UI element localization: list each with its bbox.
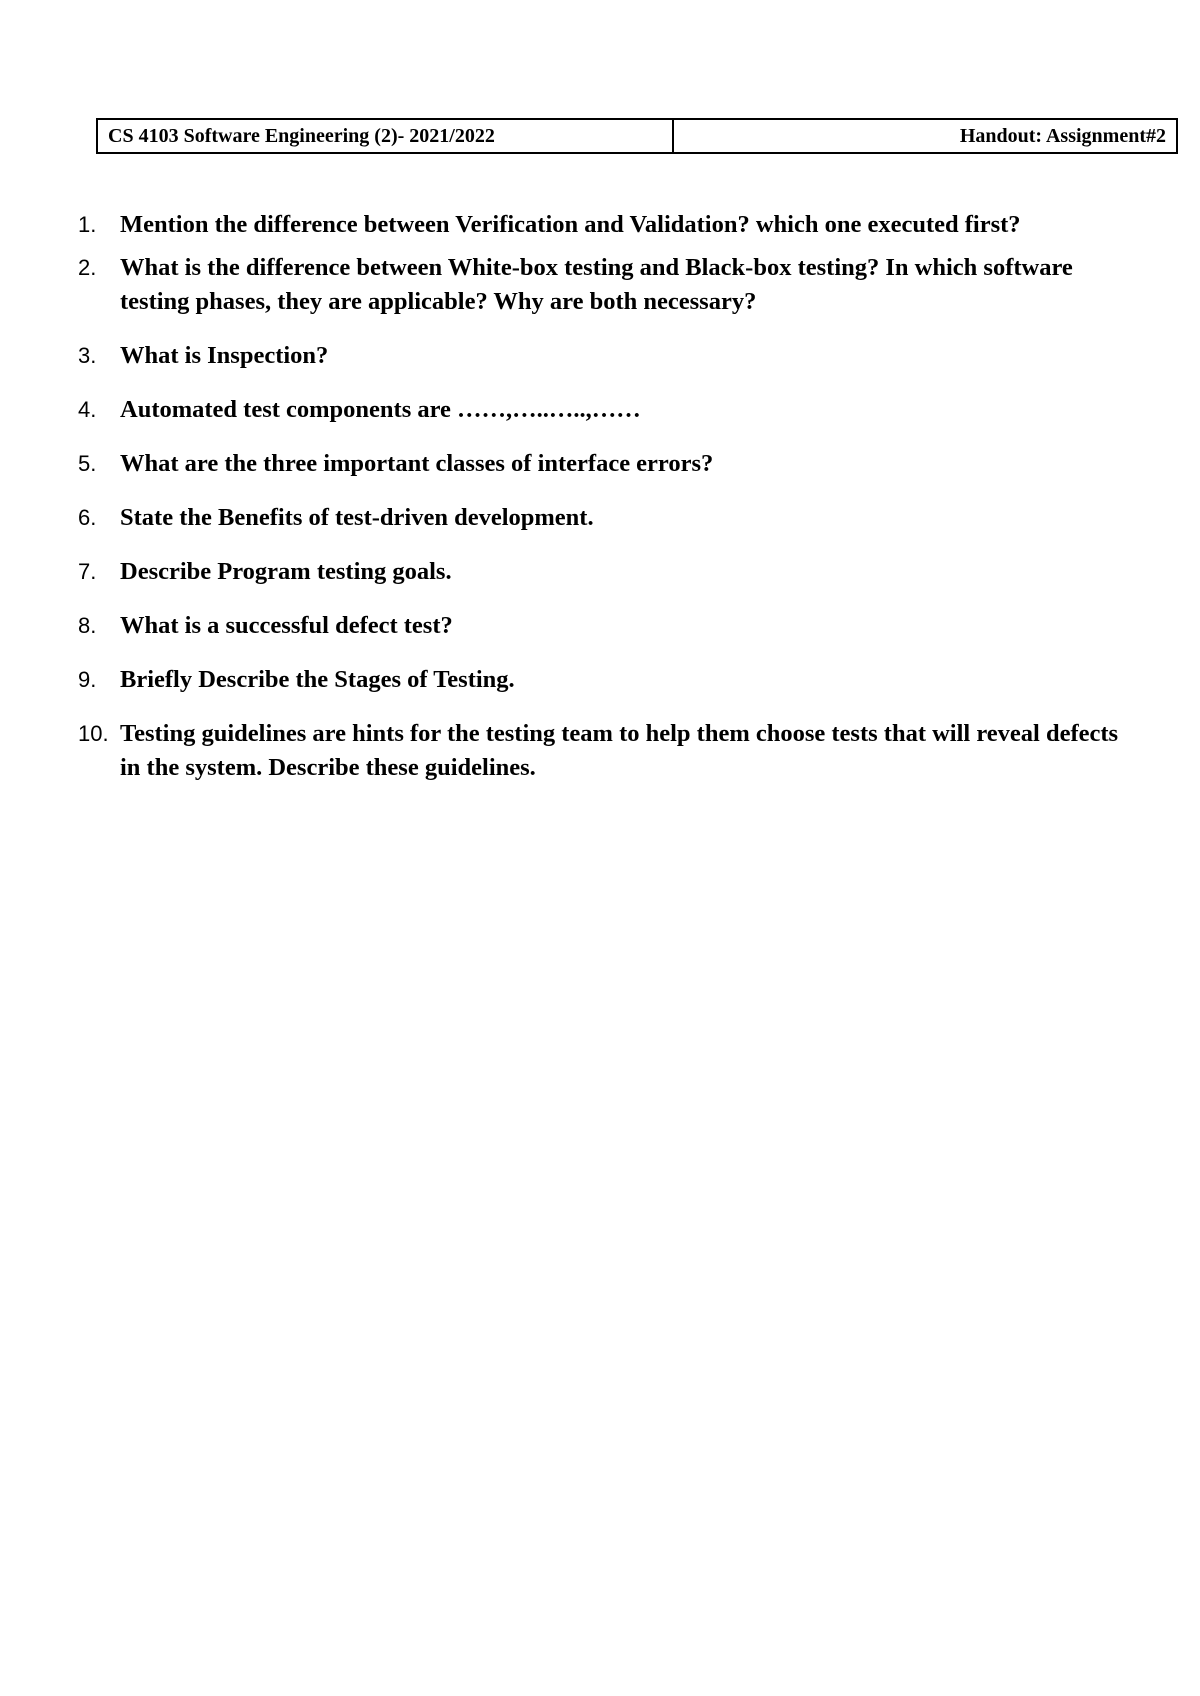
question-number: 6. xyxy=(78,505,97,530)
question-item xyxy=(78,208,1128,242)
question-number: 3. xyxy=(78,343,97,368)
question-item xyxy=(78,251,1128,319)
question-number: 5. xyxy=(78,451,97,476)
question-item xyxy=(78,447,1128,481)
question-number: 8. xyxy=(78,613,97,638)
question-item xyxy=(78,555,1128,589)
question-text: Briefly Describe the Stages of Testing. xyxy=(120,666,515,693)
question-number: 4. xyxy=(78,397,97,422)
question-number: 7. xyxy=(78,559,97,584)
question-text: Describe Program testing goals. xyxy=(120,558,452,585)
question-item xyxy=(78,609,1128,643)
question-text: What is a successful defect test? xyxy=(120,612,453,639)
course-title: CS 4103 Software Engineering (2)- 2021/2022 xyxy=(98,120,674,152)
question-number: 2. xyxy=(78,255,97,280)
handout-label: Handout: Assignment#2 xyxy=(959,124,1166,147)
question-item xyxy=(78,393,1128,427)
question-item xyxy=(78,717,1128,785)
header-table xyxy=(96,118,1178,154)
question-text: What are the three important classes of interface errors? xyxy=(120,450,714,477)
question-item xyxy=(78,663,1128,697)
question-text: Automated test components are ……,…..…..,…… xyxy=(120,396,641,423)
question-text: Testing guidelines are hints for the testing team to help them choose tests that will reveal defects in the system. Describe these guidelines. xyxy=(120,720,1119,781)
question-text: What is the difference between White-box testing and Black-box testing? In which software testing phases, they are applicable? Why are both necessary? xyxy=(120,254,1073,315)
question-text: Mention the difference between Verification and Validation? which one executed first? xyxy=(120,211,1021,238)
question-text: State the Benefits of test-driven development. xyxy=(120,504,594,531)
question-list xyxy=(78,208,1128,785)
question-item xyxy=(78,501,1128,535)
question-item xyxy=(78,339,1128,373)
question-number: 1. xyxy=(78,212,97,237)
question-number: 9. xyxy=(78,667,97,692)
question-number: 10. xyxy=(78,721,109,746)
question-text: What is Inspection? xyxy=(120,342,329,369)
